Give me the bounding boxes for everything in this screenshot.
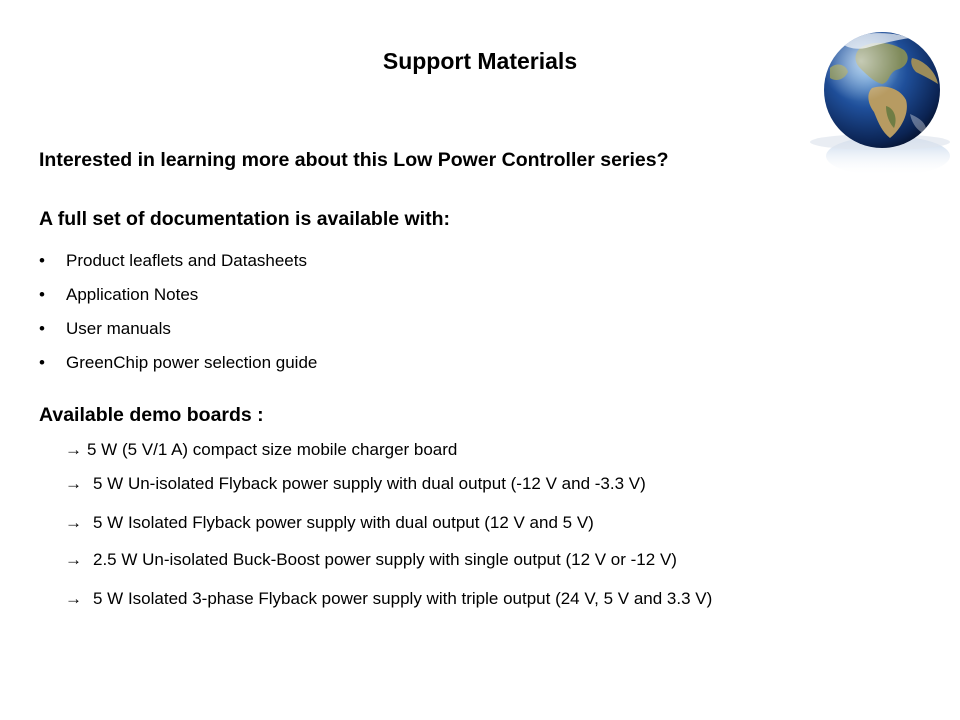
arrow-right-icon: → (65, 550, 82, 569)
doc-item-label: GreenChip power selection guide (66, 353, 318, 372)
docs-list (39, 244, 317, 380)
doc-item-label: Application Notes (66, 285, 199, 304)
arrow-right-icon: → (65, 474, 82, 493)
intro-heading: Interested in learning more about this Low Power Controller series? (39, 149, 669, 171)
demo-heading: Available demo boards : (39, 404, 264, 426)
slide-title: Support Materials (382, 48, 578, 74)
bullet-icon: • (39, 353, 45, 372)
bullet-icon: • (39, 285, 45, 304)
list-item (39, 244, 317, 278)
globe-icon (800, 28, 960, 178)
list-item (65, 550, 677, 570)
arrow-right-icon: → (65, 589, 82, 608)
demo-item-label: 5 W (5 V/1 A) compact size mobile charger board (87, 440, 458, 459)
docs-heading: A full set of documentation is available with: (39, 208, 450, 230)
bullet-icon: • (39, 251, 45, 270)
list-item (65, 513, 594, 533)
bullet-icon: • (39, 319, 45, 338)
list-item (39, 346, 317, 380)
demo-item-label: 2.5 W Un-isolated Buck-Boost power supply with single output (12 V or -12 V) (93, 550, 677, 569)
list-item (65, 440, 457, 460)
list-item (65, 589, 712, 609)
doc-item-label: Product leaflets and Datasheets (66, 251, 307, 270)
demo-item-label: 5 W Isolated Flyback power supply with dual output (12 V and 5 V) (93, 513, 594, 532)
list-item (65, 474, 646, 494)
doc-item-label: User manuals (66, 319, 171, 338)
arrow-right-icon: → (65, 440, 82, 459)
demo-item-label: 5 W Isolated 3-phase Flyback power supply with triple output (24 V, 5 V and 3.3 V) (93, 589, 713, 608)
list-item (39, 312, 317, 346)
demo-item-label: 5 W Un-isolated Flyback power supply with dual output (-12 V and -3.3 V) (93, 474, 646, 493)
arrow-right-icon: → (65, 513, 82, 532)
list-item (39, 278, 317, 312)
